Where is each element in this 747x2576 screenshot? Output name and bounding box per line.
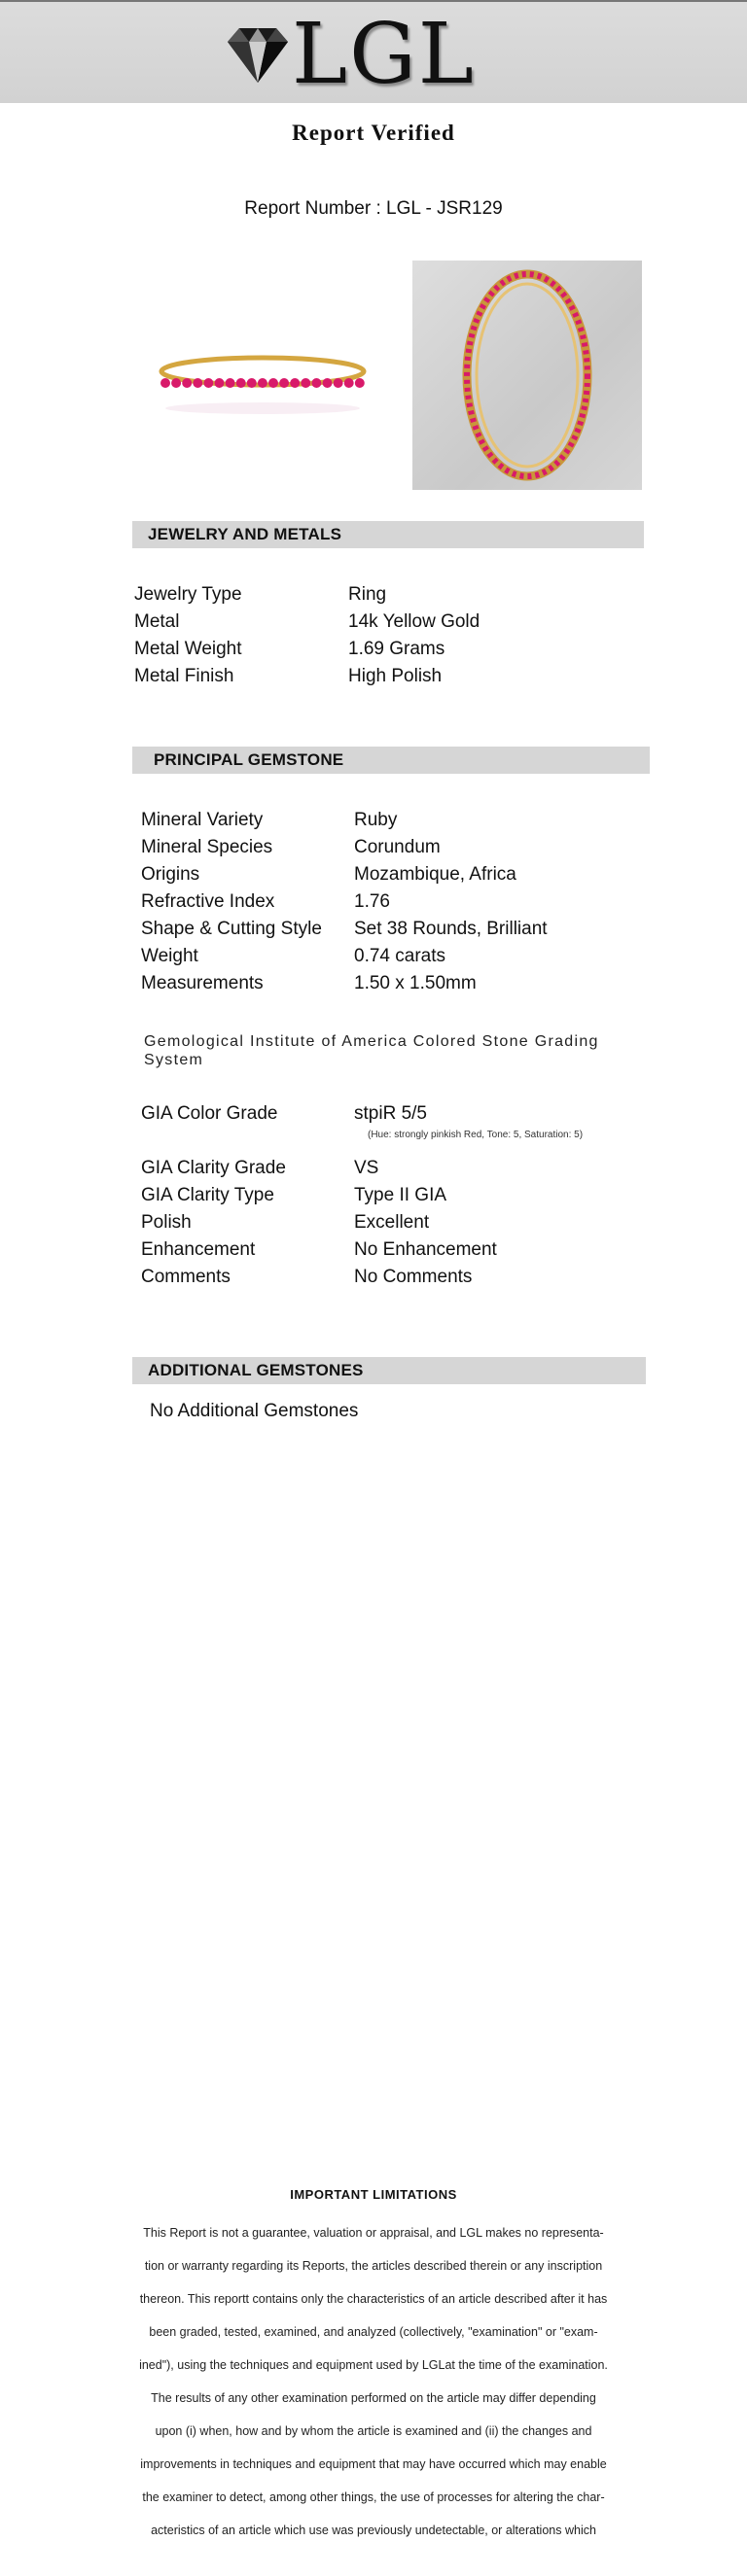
ring-photo-angle (412, 261, 642, 490)
gem-label: Mineral Species (141, 837, 273, 857)
limitations-line: tion or warranty regarding its Reports, the articles described therein or any inscription (144, 2259, 603, 2273)
ring-photo-side (148, 262, 377, 488)
gem-label: Measurements (141, 973, 264, 993)
section-jewelry-metals: JEWELRY AND METALS (132, 521, 644, 548)
lgl-logo (226, 6, 476, 103)
section-principal-gemstone: PRINCIPAL GEMSTONE (132, 747, 650, 774)
gia-system-heading: Gemological Institute of America Colored Stone Grading System (144, 1033, 599, 1068)
gem-value: 1.50 x 1.50mm (354, 973, 477, 993)
grade-label: GIA Clarity Grade (141, 1158, 286, 1178)
color-grade-note: (Hue: strongly pinkish Red, Tone: 5, Saturation: 5) (368, 1130, 584, 1140)
color-grade-value: stpiR 5/5 (354, 1103, 427, 1124)
limitations-line: ined"), using the techniques and equipment used by LGLat the time of the examination. (139, 2358, 608, 2372)
gem-value: 1.76 (354, 891, 390, 912)
limitations-line: the examiner to detect, among other things, the use of processes for altering the char- (142, 2490, 605, 2504)
jewelry-label: Jewelry Type (134, 584, 242, 605)
grade-value: No Enhancement (354, 1239, 497, 1260)
color-grade-label: GIA Color Grade (141, 1103, 278, 1124)
jewelry-label: Metal Weight (134, 639, 242, 659)
grade-value: Excellent (354, 1212, 430, 1233)
jewelry-value: High Polish (348, 666, 443, 686)
grade-label: Polish (141, 1212, 192, 1233)
gem-label: Weight (141, 946, 198, 966)
limitations-line: improvements in techniques and equipment that may have occurred which may enable (140, 2457, 607, 2471)
grade-label: Comments (141, 1267, 231, 1287)
limitations-line: upon (i) when, how and by whom the article is examined and (ii) the changes and (155, 2424, 592, 2438)
jewelry-value: Ring (348, 584, 387, 605)
report-number: Report Number : LGL - JSR129 (244, 198, 503, 219)
gem-value: Set 38 Rounds, Brilliant (354, 919, 548, 939)
grade-label: Enhancement (141, 1239, 256, 1260)
header-banner (0, 0, 747, 103)
gem-value: Mozambique, Africa (354, 864, 516, 885)
limitations-line: acteristics of an article which use was previously undetectable, or alterations which (151, 2524, 596, 2537)
jewelry-label: Metal (134, 611, 180, 632)
logo-text: LGL (292, 6, 476, 103)
limitations-line: This Report is not a guarantee, valuation or appraisal, and LGL makes no representa- (143, 2226, 604, 2240)
grade-label: GIA Clarity Type (141, 1185, 274, 1205)
gem-label: Mineral Variety (141, 810, 264, 830)
limitations-line: The results of any other examination performed on the article may differ depending (151, 2391, 596, 2405)
jewelry-value: 14k Yellow Gold (348, 611, 480, 632)
gem-value: Corundum (354, 837, 441, 857)
diamond-icon (226, 24, 290, 85)
jewelry-value: 1.69 Grams (348, 639, 445, 659)
limitations-line: thereon. This reportt contains only the characteristics of an article described after it has (139, 2292, 608, 2306)
gem-value: Ruby (354, 810, 398, 830)
grade-value: No Comments (354, 1267, 473, 1287)
gem-label: Refractive Index (141, 891, 275, 912)
gem-label: Shape & Cutting Style (141, 919, 322, 939)
additional-gemstones-text: No Additional Gemstones (150, 1401, 359, 1421)
page-title: Report Verified (292, 121, 455, 145)
grade-value: Type II GIA (354, 1185, 447, 1205)
limitations-title: IMPORTANT LIMITATIONS (290, 2187, 457, 2202)
section-additional-gemstones: ADDITIONAL GEMSTONES (132, 1357, 646, 1384)
jewelry-label: Metal Finish (134, 666, 234, 686)
grade-value: VS (354, 1158, 379, 1178)
limitations-line: been graded, tested, examined, and analyzed (collectively, "examination" or "exam- (149, 2325, 598, 2339)
gem-label: Origins (141, 864, 200, 885)
gem-value: 0.74 carats (354, 946, 445, 966)
